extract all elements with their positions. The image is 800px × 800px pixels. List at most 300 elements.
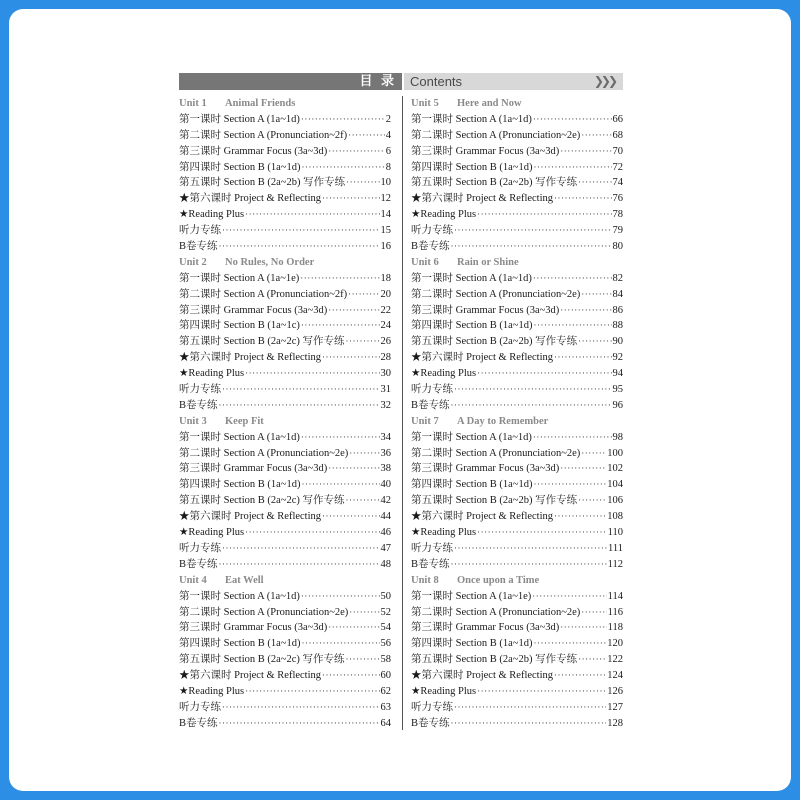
toc-entry-label: 第四课时 Section B (1a~1d) <box>411 638 533 650</box>
toc-entry-page: 8 <box>385 161 391 173</box>
toc-entry[interactable] <box>411 207 623 223</box>
toc-entry-page: 68 <box>612 129 623 141</box>
dot-leader <box>454 541 607 557</box>
toc-entry[interactable] <box>179 398 391 414</box>
toc-entry-page: 24 <box>380 320 391 332</box>
toc-entry-label: B卷专练 <box>179 241 218 253</box>
toc-entry[interactable] <box>411 493 623 509</box>
toc-entry-label: ★第六课时 Project & Reflecting <box>411 670 554 682</box>
toc-entry-label: 第四课时 Section B (1a~1d) <box>179 638 301 650</box>
toc-entry-page: 28 <box>380 352 391 364</box>
toc-entry-page: 62 <box>380 685 391 697</box>
unit-heading <box>179 255 391 271</box>
column-divider <box>402 96 403 730</box>
dot-leader <box>301 112 385 128</box>
unit-heading <box>179 96 391 112</box>
toc-entry-label: ★第六课时 Project & Reflecting <box>411 193 554 205</box>
dot-leader <box>581 128 611 144</box>
toc-entry-page: 108 <box>607 511 623 523</box>
toc-entry-label: 第四课时 Section B (1a~1c) <box>179 320 300 332</box>
dot-leader <box>451 557 607 573</box>
dot-leader <box>245 684 379 700</box>
toc-entry[interactable] <box>411 477 623 493</box>
toc-entry-label: 第二课时 Section A (Pronunciation~2f) <box>179 288 348 300</box>
toc-entry-page: 16 <box>380 241 391 253</box>
toc-entry-label: ★第六课时 Project & Reflecting <box>179 193 322 205</box>
dot-leader <box>222 541 380 557</box>
toc-entry-label: 第五课时 Section B (2a~2b) 写作专练 <box>411 336 578 348</box>
dot-leader <box>301 430 380 446</box>
toc-entry-page: 72 <box>612 161 623 173</box>
toc-entry-label: ★Reading Plus <box>179 368 245 380</box>
toc-entry-page: 4 <box>385 129 391 141</box>
dot-leader <box>322 668 379 684</box>
toc-entry[interactable] <box>411 589 623 605</box>
toc-entry-label: 第二课时 Section A (Pronunciation~2f) <box>179 129 348 141</box>
toc-entry[interactable] <box>179 112 391 128</box>
toc-entry[interactable] <box>411 461 623 477</box>
toc-entry-page: 126 <box>607 685 623 697</box>
toc-entry-page: 56 <box>380 638 391 650</box>
unit-title: No Rules, No Order <box>225 256 315 268</box>
unit-heading <box>179 573 391 589</box>
toc-entry[interactable] <box>411 334 623 350</box>
toc-entry-page: 6 <box>385 145 391 157</box>
dot-leader <box>328 461 379 477</box>
toc-entry-label: ★Reading Plus <box>179 209 245 221</box>
dot-leader <box>477 207 611 223</box>
toc-entry[interactable] <box>411 700 623 716</box>
toc-entry-label: 第一课时 Section A (1a~1d) <box>411 431 532 443</box>
toc-entry-page: 2 <box>385 113 391 125</box>
dot-leader <box>301 589 380 605</box>
toc-entry-page: 20 <box>380 288 391 300</box>
toc-entry-page: 127 <box>607 701 623 713</box>
dot-leader <box>245 207 379 223</box>
toc-entry-label: 第三课时 Grammar Focus (3a~3d) <box>411 304 560 316</box>
toc-entry-label: B卷专练 <box>179 399 218 411</box>
toc-entry-page: 40 <box>380 479 391 491</box>
toc-entry[interactable] <box>411 318 623 334</box>
toc-entry[interactable] <box>411 652 623 668</box>
toc-entry[interactable] <box>179 366 391 382</box>
toc-entry-label: B卷专练 <box>179 558 218 570</box>
toc-entry[interactable] <box>411 175 623 191</box>
toc-entry-label: 第一课时 Section A (1a~1e) <box>411 590 532 602</box>
toc-entry[interactable] <box>411 112 623 128</box>
toc-entry-label: 听力专练 <box>179 701 221 713</box>
unit-number: Unit 8 <box>411 574 439 586</box>
dot-leader <box>451 716 607 732</box>
unit-title: Rain or Shine <box>457 256 519 268</box>
unit-heading <box>411 573 623 589</box>
dot-leader <box>533 636 606 652</box>
toc-entry[interactable] <box>411 684 623 700</box>
dot-leader <box>300 271 379 287</box>
toc-entry[interactable] <box>179 239 391 255</box>
unit-heading <box>179 414 391 430</box>
unit-number: Unit 1 <box>179 98 207 109</box>
toc-entry[interactable] <box>179 716 391 732</box>
dot-leader <box>578 493 606 509</box>
toc-entry-label: 第二课时 Section A (Pronunciation~2e) <box>179 447 349 459</box>
dot-leader <box>578 334 611 350</box>
unit-heading <box>411 96 623 112</box>
dot-leader <box>581 605 606 621</box>
toc-entry-page: 86 <box>612 304 623 316</box>
toc-entry-page: 118 <box>607 622 623 634</box>
toc-entry-label: ★Reading Plus <box>411 209 477 221</box>
toc-entry[interactable] <box>179 382 391 398</box>
toc-entry[interactable] <box>411 541 623 557</box>
toc-entry-page: 78 <box>612 209 623 221</box>
dot-leader <box>554 191 611 207</box>
toc-entry[interactable] <box>411 160 623 176</box>
toc-entry-label: 第一课时 Section A (1a~1d) <box>179 590 300 602</box>
toc-title-cn: 目 录 <box>179 73 402 90</box>
toc-entry[interactable] <box>179 271 391 287</box>
dot-leader <box>533 430 612 446</box>
toc-entry-label: ★第六课时 Project & Reflecting <box>179 352 322 364</box>
toc-entry-page: 18 <box>380 272 391 284</box>
toc-entry-label: 听力专练 <box>411 701 453 713</box>
unit-number: Unit 3 <box>179 415 207 427</box>
toc-entry-page: 90 <box>612 336 623 348</box>
dot-leader <box>454 382 612 398</box>
toc-entry[interactable] <box>179 636 391 652</box>
toc-entry-label: ★第六课时 Project & Reflecting <box>179 670 322 682</box>
toc-entry-page: 64 <box>380 717 391 729</box>
toc-entry[interactable] <box>179 144 391 160</box>
toc-entry[interactable] <box>179 191 391 207</box>
toc-entry[interactable] <box>179 430 391 446</box>
dot-leader <box>454 700 606 716</box>
toc-entry-page: 102 <box>607 463 623 475</box>
dot-leader <box>346 334 380 350</box>
toc-entry[interactable] <box>411 525 623 541</box>
toc-entry[interactable] <box>411 509 623 525</box>
toc-entry-page: 79 <box>612 225 623 237</box>
dot-leader <box>451 239 612 255</box>
toc-entry-page: 98 <box>612 431 623 443</box>
toc-entry-page: 38 <box>380 463 391 475</box>
unit-number: Unit 6 <box>411 256 439 268</box>
dot-leader <box>322 509 379 525</box>
toc-entry-page: 30 <box>380 368 391 380</box>
toc-entry-page: 82 <box>612 272 623 284</box>
page-frame <box>9 9 791 791</box>
toc-entry-label: 第五课时 Section B (2a~2c) 写作专练 <box>179 495 345 507</box>
unit-heading <box>411 414 623 430</box>
toc-entry-page: 14 <box>380 209 391 221</box>
dot-leader <box>219 239 380 255</box>
toc-entry[interactable] <box>179 668 391 684</box>
toc-entry-page: 114 <box>607 590 623 602</box>
toc-title-en: Contents <box>410 74 463 89</box>
toc-entry[interactable] <box>411 636 623 652</box>
toc-entry[interactable] <box>411 668 623 684</box>
toc-entry-label: B卷专练 <box>411 717 450 729</box>
dot-leader <box>328 144 384 160</box>
toc-entry[interactable] <box>179 318 391 334</box>
toc-entry-label: 第四课时 Section B (1a~1d) <box>179 161 301 173</box>
toc-entry-label: 第四课时 Section B (1a~1d) <box>411 161 533 173</box>
toc-entry[interactable] <box>411 430 623 446</box>
toc-entry-label: 第一课时 Section A (1a~1d) <box>179 113 300 125</box>
dot-leader <box>560 461 606 477</box>
toc-entry[interactable] <box>411 191 623 207</box>
dot-leader <box>322 350 379 366</box>
toc-entry-label: 第三课时 Grammar Focus (3a~3d) <box>179 145 328 157</box>
toc-entry[interactable] <box>179 509 391 525</box>
toc-entry[interactable] <box>179 700 391 716</box>
toc-entry-page: 46 <box>380 527 391 539</box>
toc-entry[interactable] <box>179 446 391 462</box>
dot-leader <box>477 684 606 700</box>
dot-leader <box>578 175 611 191</box>
dot-leader <box>560 620 606 636</box>
dot-leader <box>578 652 606 668</box>
toc-entry-page: 47 <box>380 542 391 554</box>
dot-leader <box>532 589 606 605</box>
dot-leader <box>245 366 379 382</box>
toc-entry-page: 122 <box>607 654 623 666</box>
toc-entry-page: 50 <box>380 590 391 602</box>
toc-entry[interactable] <box>179 477 391 493</box>
toc-entry-label: 第四课时 Section B (1a~1d) <box>179 479 301 491</box>
toc-entry-page: 96 <box>612 399 623 411</box>
dot-leader <box>346 493 380 509</box>
toc-entry-label: ★Reading Plus <box>411 685 477 697</box>
toc-entry-label: 第三课时 Grammar Focus (3a~3d) <box>411 463 560 475</box>
toc-entry[interactable] <box>411 605 623 621</box>
toc-entry-page: 22 <box>380 304 391 316</box>
toc-entry[interactable] <box>411 303 623 319</box>
unit-title: Keep Fit <box>225 415 264 427</box>
dot-leader <box>219 398 380 414</box>
dot-leader <box>245 525 379 541</box>
toc-entry-label: 第三课时 Grammar Focus (3a~3d) <box>179 622 328 634</box>
toc-entry-label: 第一课时 Section A (1a~1d) <box>411 272 532 284</box>
toc-entry[interactable] <box>179 461 391 477</box>
dot-leader <box>533 160 611 176</box>
toc-entry[interactable] <box>411 144 623 160</box>
toc-entry[interactable] <box>411 128 623 144</box>
dot-leader <box>560 144 611 160</box>
dot-leader <box>301 477 379 493</box>
dot-leader <box>554 668 606 684</box>
toc-entry-page: 112 <box>607 558 623 570</box>
toc-entry-page: 10 <box>380 177 391 189</box>
toc-entry[interactable] <box>411 398 623 414</box>
toc-entry[interactable] <box>411 716 623 732</box>
dot-leader <box>348 128 385 144</box>
dot-leader <box>454 223 612 239</box>
toc-entry-label: ★Reading Plus <box>179 527 245 539</box>
dot-leader <box>554 350 611 366</box>
dot-leader <box>301 318 380 334</box>
toc-entry-page: 54 <box>380 622 391 634</box>
toc-entry-page: 104 <box>607 479 623 491</box>
dot-leader <box>533 271 612 287</box>
toc-entry-label: B卷专练 <box>411 399 450 411</box>
toc-entry-page: 12 <box>380 193 391 205</box>
dot-leader <box>301 160 384 176</box>
toc-entry-page: 32 <box>380 399 391 411</box>
toc-entry[interactable] <box>179 493 391 509</box>
dot-leader <box>346 652 380 668</box>
chevron-right-icon: ❯❯❯ <box>593 74 615 88</box>
toc-entry-page: 124 <box>607 670 623 682</box>
toc-entry-page: 111 <box>608 542 623 554</box>
toc-entry-page: 116 <box>607 606 623 618</box>
toc-column-right <box>411 96 623 732</box>
dot-leader <box>560 303 611 319</box>
toc-entry-label: 听力专练 <box>179 542 221 554</box>
toc-entry[interactable] <box>411 557 623 573</box>
dot-leader <box>346 175 379 191</box>
toc-entry-label: 第一课时 Section A (1a~1d) <box>179 431 300 443</box>
toc-entry[interactable] <box>179 128 391 144</box>
unit-title: Here and Now <box>457 98 522 109</box>
dot-leader <box>477 525 607 541</box>
dot-leader <box>328 303 379 319</box>
toc-entry[interactable] <box>411 287 623 303</box>
toc-entry[interactable] <box>179 652 391 668</box>
toc-title-en-bar <box>404 73 623 90</box>
toc-entry-page: 95 <box>612 384 623 396</box>
toc-entry[interactable] <box>179 287 391 303</box>
unit-title: Animal Friends <box>225 98 296 109</box>
toc-entry[interactable] <box>179 350 391 366</box>
toc-entry-page: 26 <box>380 336 391 348</box>
toc-entry-label: ★Reading Plus <box>411 527 477 539</box>
toc-entry-label: 第四课时 Section B (1a~1d) <box>411 479 533 491</box>
dot-leader <box>301 636 379 652</box>
toc-entry-label: 第一课时 Section A (1a~1d) <box>411 113 532 125</box>
toc-entry-page: 70 <box>612 145 623 157</box>
toc-entry-label: ★第六课时 Project & Reflecting <box>179 511 322 523</box>
unit-heading <box>411 255 623 271</box>
toc-entry-page: 128 <box>607 717 623 729</box>
toc-entry-label: 第五课时 Section B (2a~2c) 写作专练 <box>179 654 345 666</box>
toc-entry[interactable] <box>179 557 391 573</box>
toc-entry-page: 74 <box>612 177 623 189</box>
toc-entry-label: 第三课时 Grammar Focus (3a~3d) <box>179 463 328 475</box>
dot-leader <box>451 398 612 414</box>
dot-leader <box>219 557 380 573</box>
dot-leader <box>581 287 611 303</box>
toc-entry-page: 36 <box>380 447 391 459</box>
toc-entry[interactable] <box>179 605 391 621</box>
dot-leader <box>222 382 380 398</box>
toc-entry-label: 听力专练 <box>179 384 221 396</box>
toc-column-left <box>179 96 391 732</box>
toc-entry[interactable] <box>179 589 391 605</box>
toc-entry-page: 100 <box>607 447 623 459</box>
dot-leader <box>328 620 379 636</box>
toc-entry[interactable] <box>179 334 391 350</box>
toc-entry[interactable] <box>411 366 623 382</box>
dot-leader <box>477 366 611 382</box>
toc-entry-label: ★第六课时 Project & Reflecting <box>411 511 554 523</box>
unit-title: A Day to Remember <box>457 415 549 427</box>
toc-entry[interactable] <box>179 223 391 239</box>
toc-entry-page: 34 <box>380 431 391 443</box>
toc-entry-page: 63 <box>380 701 391 713</box>
toc-entry-page: 120 <box>607 638 623 650</box>
toc-entry[interactable] <box>411 223 623 239</box>
toc-entry-label: B卷专练 <box>411 558 450 570</box>
toc-entry-page: 58 <box>380 654 391 666</box>
dot-leader <box>219 716 380 732</box>
toc-entry-label: ★Reading Plus <box>411 368 477 380</box>
toc-entry-label: 听力专练 <box>411 225 453 237</box>
toc-entry-page: 88 <box>612 320 623 332</box>
unit-title: Eat Well <box>225 574 264 586</box>
toc-entry-label: 第三课时 Grammar Focus (3a~3d) <box>411 622 560 634</box>
toc-entry-label: 第五课时 Section B (2a~2b) 写作专练 <box>411 177 578 189</box>
toc-entry-page: 31 <box>380 384 391 396</box>
toc-entry[interactable] <box>179 303 391 319</box>
toc-entry[interactable] <box>411 446 623 462</box>
toc-entry-page: 94 <box>612 368 623 380</box>
toc-entry-label: 听力专练 <box>179 225 221 237</box>
toc-entry-label: 第二课时 Section A (Pronunciation~2e) <box>411 288 581 300</box>
toc-entry[interactable] <box>411 620 623 636</box>
toc-entry-label: 第二课时 Section A (Pronunciation~2e) <box>179 606 349 618</box>
unit-number: Unit 5 <box>411 98 439 109</box>
toc-entry-label: 第二课时 Section A (Pronunciation~2e) <box>411 447 581 459</box>
dot-leader <box>554 509 606 525</box>
unit-number: Unit 2 <box>179 256 207 268</box>
toc-entry[interactable] <box>179 160 391 176</box>
dot-leader <box>533 477 606 493</box>
dot-leader <box>348 287 379 303</box>
toc-entry-page: 48 <box>380 558 391 570</box>
toc-entry-page: 84 <box>612 288 623 300</box>
toc-entry-label: 第一课时 Section A (1a~1e) <box>179 272 300 284</box>
toc-entry-label: ★Reading Plus <box>179 685 245 697</box>
toc-entry-page: 15 <box>380 225 391 237</box>
dot-leader <box>222 223 380 239</box>
toc-entry[interactable] <box>411 271 623 287</box>
toc-entry[interactable] <box>411 350 623 366</box>
toc-entry-page: 92 <box>612 352 623 364</box>
toc-entry[interactable] <box>411 382 623 398</box>
toc-entry-page: 42 <box>380 495 391 507</box>
toc-entry[interactable] <box>179 684 391 700</box>
toc-entry-page: 44 <box>380 511 391 523</box>
toc-entry[interactable] <box>179 175 391 191</box>
toc-entry-label: 第三课时 Grammar Focus (3a~3d) <box>179 304 328 316</box>
toc-entry[interactable] <box>179 620 391 636</box>
toc-entry[interactable] <box>179 541 391 557</box>
toc-entry-label: B卷专练 <box>411 241 450 253</box>
toc-entry[interactable] <box>179 207 391 223</box>
toc-entry-label: 第二课时 Section A (Pronunciation~2e) <box>411 606 581 618</box>
toc-entry-page: 76 <box>612 193 623 205</box>
toc-entry-label: 听力专练 <box>411 542 453 554</box>
toc-entry[interactable] <box>179 525 391 541</box>
toc-entry-page: 52 <box>380 606 391 618</box>
toc-entry-label: 第二课时 Section A (Pronunciation~2e) <box>411 129 581 141</box>
toc-entry-label: 听力专练 <box>411 384 453 396</box>
toc-entry-label: 第五课时 Section B (2a~2b) 写作专练 <box>179 177 346 189</box>
toc-entry-label: 第五课时 Section B (2a~2c) 写作专练 <box>179 336 345 348</box>
toc-entry[interactable] <box>411 239 623 255</box>
unit-number: Unit 7 <box>411 415 439 427</box>
